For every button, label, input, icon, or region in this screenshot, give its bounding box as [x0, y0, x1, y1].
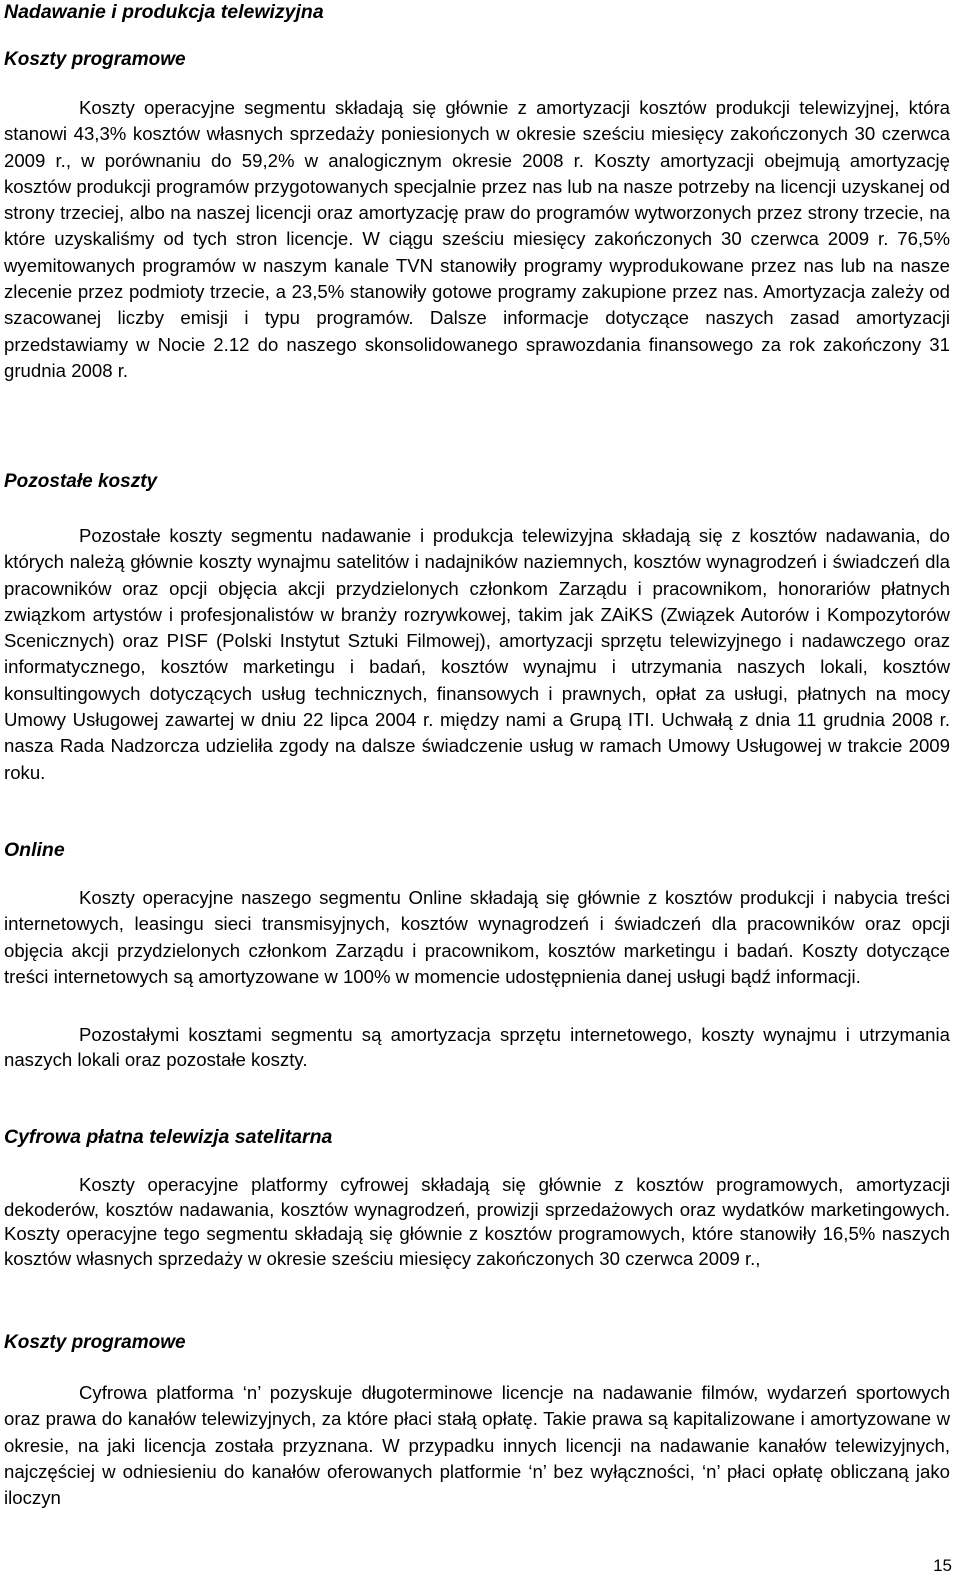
subsection-heading-pozostale-koszty: Pozostałe koszty	[4, 471, 158, 492]
paragraph-online-koszty: Koszty operacyjne naszego segmentu Online składają się głównie z kosztów produkcji i nabycia treści internetowych, leasingu sieci transmisyjnych, kosztów wynagrodzeń i świadczeń dla pracowników oraz opcji objęcia akcji przydzielonych członkom Zarządu i pracownikom, kosztów marketingu i badań. Koszty dotyczące treści internetowych są amortyzowane w 100% w momencie udostępnienia danej usługi bądź informacji.	[4, 887, 950, 987]
section-heading-online: Online	[4, 839, 65, 861]
subsection-heading-koszty-programowe-2: Koszty programowe	[4, 1332, 186, 1353]
page-number: 15	[933, 1556, 952, 1575]
paragraph-koszty-operacyjne-tv: Koszty operacyjne segmentu składają się głównie z amortyzacji kosztów produkcji telewizyjnej, która stanowi 43,3% kosztów własnych sprzedaży poniesionych w okresie sześciu miesięcy zakończonych 30 czerwca 2009 r., w porównaniu do 59,2% w analogicznym okresie 2008 r. Koszty amortyzacji obejmują amortyzację kosztów produkcji programów przygotowanych specjalnie przez nas lub na nasze potrzeby na licencji uzyskanej od strony trzeciej, albo na naszej licencji oraz amortyzację praw do programów wytworzonych przez strony trzecie, na które uzyskaliśmy od tych stron licencje. W ciągu sześciu miesięcy zakończonych 30 czerwca 2009 r. 76,5% wyemitowanych programów w naszym kanale TVN stanowiły programy wyprodukowane przez nas lub na nasze zlecenie przez podmioty trzecie, a 23,5% stanowiły gotowe programy zakupione przez nas. Amortyzacja zależy od szacowanej liczby emisji i typu programów. Dalsze informacje dotyczące naszych zasad amortyzacji przedstawiamy w Nocie 2.12 do naszego skonsolidowanego sprawozdania finansowego za rok zakończony 31 grudnia 2008 r.	[4, 97, 950, 381]
paragraph-cyfrowa-koszty: Koszty operacyjne platformy cyfrowej składają się głównie z kosztów programowych, amortyzacji dekoderów, kosztów nadawania, kosztów wynagrodzeń, prowizji sprzedażowych oraz wydatków marketingowych. Koszty operacyjne tego segmentu składają się głównie z kosztów programowych, które stanowiły 16,5% naszych kosztów własnych sprzedaży w okresie sześciu miesięcy zakończonych 30 czerwca 2009 r.,	[4, 1174, 950, 1269]
paragraph-online-pozostale: Pozostałymi kosztami segmentu są amortyzacja sprzętu internetowego, koszty wynajmu i utrzymania naszych lokali oraz pozostałe koszty.	[4, 1024, 950, 1070]
paragraph-licencje: Cyfrowa platforma ‘n’ pozyskuje długoterminowe licencje na nadawanie filmów, wydarzeń sportowych oraz prawa do kanałów telewizyjnych, za które płaci stałą opłatę. Takie prawa są kapitalizowane i amortyzowane w okresie, na jaki licencja została przyznana. W przypadku innych licencji na nadawanie kanałów telewizyjnych, najczęściej w odniesieniu do kanałów oferowanych platformie ‘n’ bez wyłączności, ‘n’ płaci opłatę obliczaną jako iloczyn	[4, 1382, 950, 1509]
paragraph-pozostale-koszty: Pozostałe koszty segmentu nadawanie i produkcja telewizyjna składają się z kosztów nadawania, do których należą głównie koszty wynajmu satelitów i nadajników naziemnych, kosztów wynagrodzeń i świadczeń dla pracowników oraz opcji objęcia akcji przydzielonych członkom Zarządu i pracownikom, honorariów płatnych związkom artystów i profesjonalistów w branży rozrywkowej, takim jak ZAiKS (Związek Autorów i Kompozytorów Scenicznych) oraz PISF (Polski Instytut Sztuki Filmowej), amortyzacji sprzętu telewizyjnego i nadawczego oraz informatycznego, kosztów marketingu i badań, kosztów wynajmu i utrzymania naszych lokali, kosztów konsultingowych dotyczących usług technicznych, finansowych i prawnych, opłat za usługi, płatnych na mocy Umowy Usługowej zawartej w dniu 22 lipca 2004 r. między nami a Grupą ITI. Uchwałą z dnia 11 grudnia 2008 r. nasza Rada Nadzorcza udzieliła zgody na dalsze świadczenie usług w ramach Umowy Usługowej w trakcie 2009 roku.	[4, 525, 950, 783]
section-heading-nadawanie: Nadawanie i produkcja telewizyjna	[4, 1, 324, 23]
subsection-heading-koszty-programowe: Koszty programowe	[4, 49, 186, 70]
section-heading-cyfrowa: Cyfrowa płatna telewizja satelitarna	[4, 1126, 333, 1148]
